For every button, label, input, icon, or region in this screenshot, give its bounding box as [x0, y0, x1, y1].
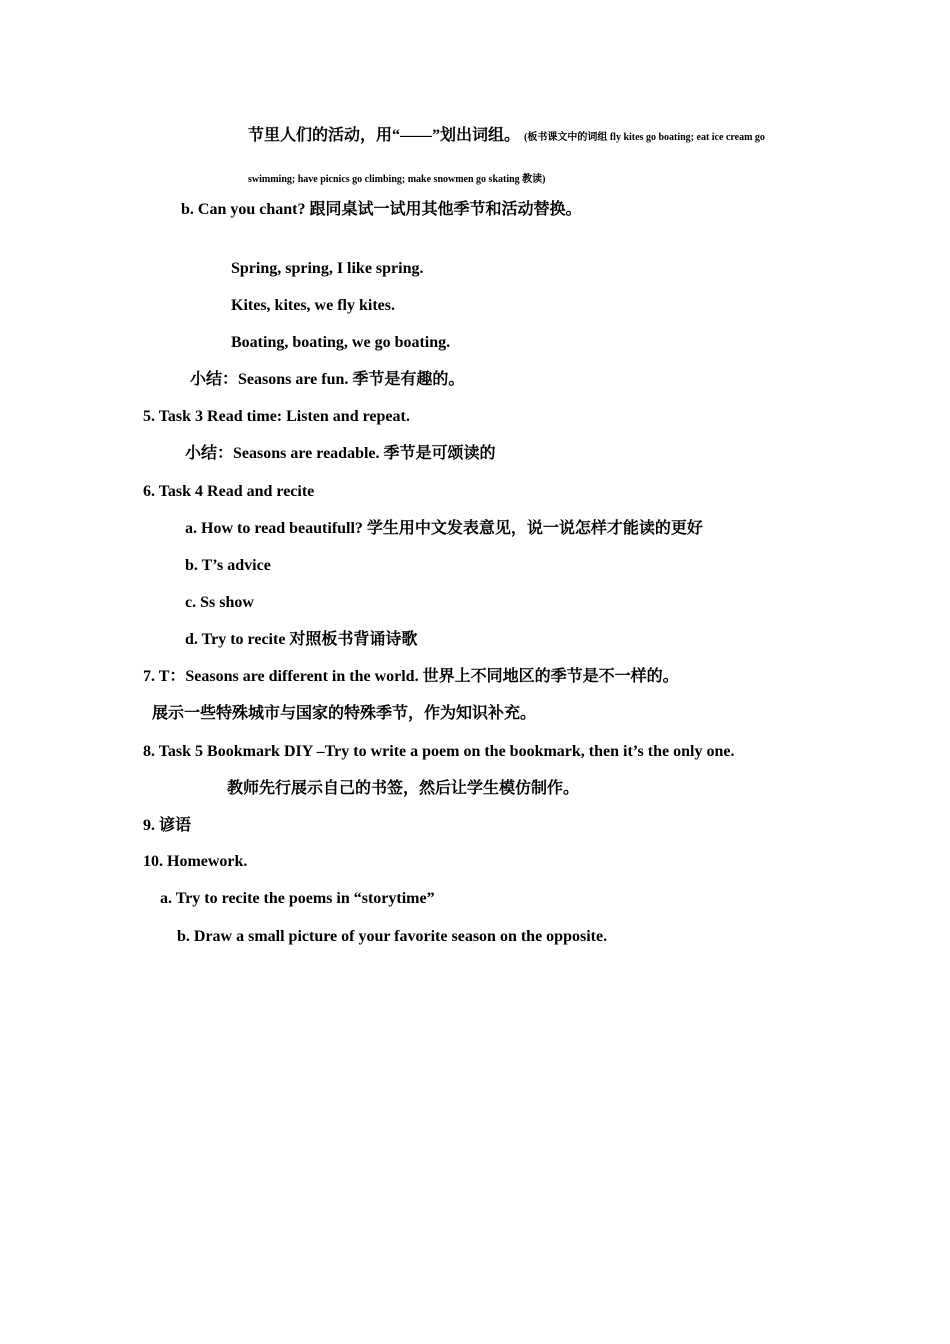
activity-line	[248, 126, 765, 148]
summary-readable: 小结：Seasons are readable. 季节是可颂读的	[185, 445, 496, 462]
poem-line-1: Spring, spring, I like spring.	[231, 260, 424, 277]
task-4-item-d: d. Try to recite 对照板书背诵诗歌	[185, 631, 418, 648]
activity-instruction: 节里人们的活动，用“——”划出词组。	[248, 127, 521, 144]
item-7-note: 展示一些特殊城市与国家的特殊季节，作为知识补充。	[152, 705, 537, 722]
task-4-item-a: a. How to read beautifull? 学生用中文发表意见，说一说怎样才能读的更好	[185, 520, 703, 537]
summary-fun: 小结：Seasons are fun. 季节是有趣的。	[190, 371, 465, 388]
task-5-note: 教师先行展示自己的书签，然后让学生模仿制作。	[227, 780, 580, 797]
board-note: (板书课文中的词组 fly kites go boating; eat ice cream go	[524, 132, 765, 143]
task-4-heading: 6. Task 4 Read and recite	[143, 483, 315, 500]
task-3-heading: 5. Task 3 Read time: Listen and repeat.	[143, 408, 410, 425]
homework-item-a: a. Try to recite the poems in “storytime”	[160, 890, 435, 907]
task-4-item-c: c. Ss show	[185, 594, 254, 611]
item-7-heading: 7. T：Seasons are different in the world. 世界上不同地区的季节是不一样的。	[143, 668, 679, 685]
poem-line-2: Kites, kites, we fly kites.	[231, 297, 395, 314]
item-10-heading: 10. Homework.	[143, 853, 248, 870]
task-5-heading: 8. Task 5 Bookmark DIY –Try to write a poem on the bookmark, then it’s the only one.	[143, 743, 735, 760]
item-9-heading: 9. 谚语	[143, 817, 192, 834]
task-4-item-b: b. T’s advice	[185, 557, 271, 574]
board-note-continued: swimming; have picnics go climbing; make snowmen go skating 教读)	[248, 174, 546, 185]
chant-question: b. Can you chant? 跟同桌试一试用其他季节和活动替换。	[181, 201, 582, 218]
poem-line-3: Boating, boating, we go boating.	[231, 334, 451, 351]
homework-item-b: b. Draw a small picture of your favorite season on the opposite.	[177, 928, 608, 945]
